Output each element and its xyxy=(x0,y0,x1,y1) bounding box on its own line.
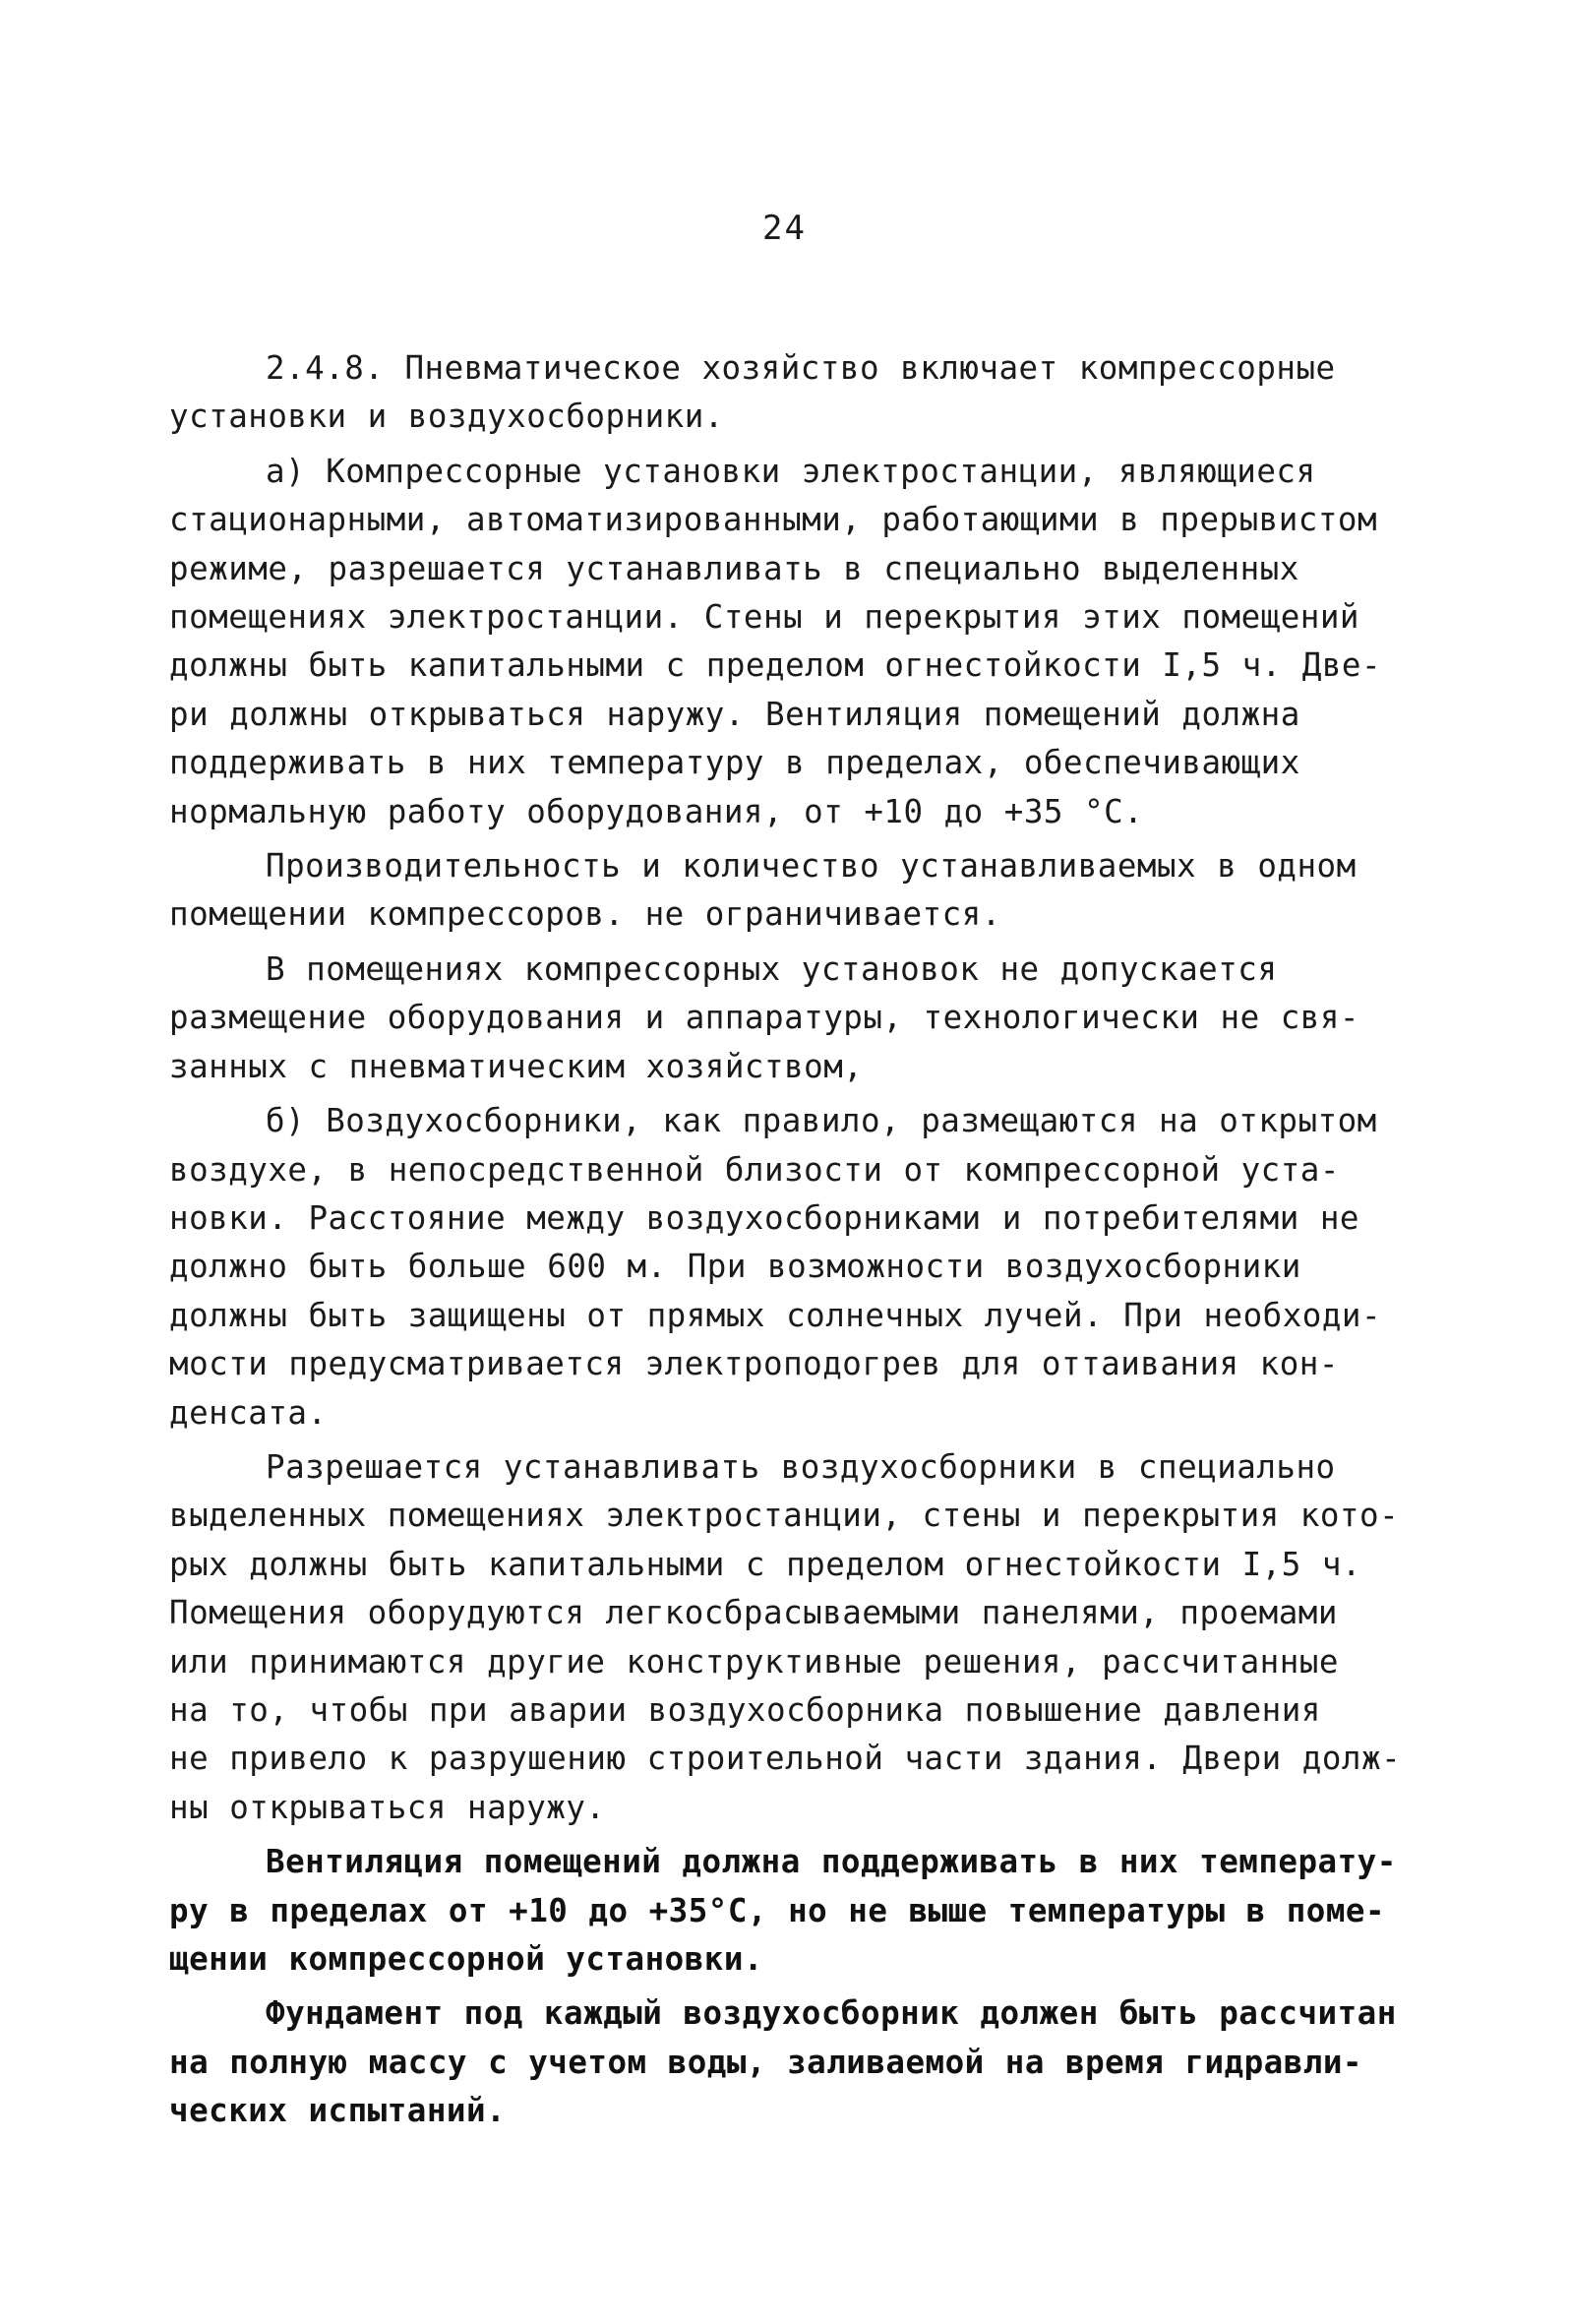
paragraph-p1 xyxy=(169,344,1438,442)
text-line: занных с пневматическим хозяйством, xyxy=(169,1047,864,1085)
text-line: 2.4.8. Пневматическое хозяйство включает компрессорные xyxy=(266,349,1336,387)
text-line: на то, чтобы при аварии воздухосборника повышение давления xyxy=(169,1690,1321,1729)
text-line: ны открываться наружу. xyxy=(169,1788,606,1826)
paragraph-p2 xyxy=(169,448,1438,836)
body-text xyxy=(169,344,1438,2136)
text-line: б) Воздухосборники, как правило, размещаются на открытом xyxy=(266,1102,1377,1140)
text-line: воздухе, в непосредственной близости от компрессорной уста- xyxy=(169,1150,1340,1189)
text-line: размещение оборудования и аппаратуры, технологически не свя- xyxy=(169,999,1359,1037)
paragraph-p3 xyxy=(169,842,1438,940)
text-line: ру в пределах от +10 до +35°С, но не выше температуры в поме- xyxy=(169,1891,1386,1929)
paragraph-p8 xyxy=(169,1989,1438,2135)
paragraph-p7 xyxy=(169,1838,1438,1984)
text-line: не привело к разрушению строительной части здания. Двери долж- xyxy=(169,1740,1402,1778)
text-line: режиме, разрешается устанавливать в специально выделенных xyxy=(169,549,1299,587)
text-line: рых должны быть капитальными с пределом огнестойкости I,5 ч. xyxy=(169,1545,1361,1583)
text-line: должны быть защищены от прямых солнечных лучей. При необходи- xyxy=(169,1296,1382,1334)
paragraph-p5 xyxy=(169,1097,1438,1437)
text-line: или принимаются другие конструктивные решения, рассчитанные xyxy=(169,1642,1339,1681)
text-line: должны быть капитальными с пределом огнестойкости I,5 ч. Две- xyxy=(169,646,1382,685)
text-line: установки и воздухосборники. xyxy=(169,398,724,436)
text-line: мости предусматривается электроподогрев для оттаивания кон- xyxy=(169,1345,1339,1383)
text-line: щении компрессорной установки. xyxy=(169,1940,763,1978)
paragraph-p6 xyxy=(169,1443,1438,1832)
text-line: поддерживать в них температуру в пределах, обеспечивающих xyxy=(169,744,1300,782)
text-line: Помещения оборудуются легкосбрасываемыми панелями, проемами xyxy=(169,1594,1338,1632)
paragraph-p4 xyxy=(169,946,1438,1091)
text-line: денсата. xyxy=(169,1393,328,1432)
text-line: Производительность и количество устанавливаемых в одном xyxy=(266,847,1357,886)
text-line: нормальную работу оборудования, от +10 до +35 °С. xyxy=(169,792,1144,830)
text-line: выделенных помещениях электростанции, стены и перекрытия кото- xyxy=(169,1497,1400,1535)
text-line: а) Компрессорные установки электростанции, являющиеся xyxy=(266,452,1316,490)
text-line: Разрешается устанавливать воздухосборники в специально xyxy=(266,1447,1336,1486)
text-line: ри должны открываться наружу. Вентиляция помещений должна xyxy=(169,695,1300,733)
text-line: стационарными, автоматизированными, работающими в прерывистом xyxy=(169,501,1378,539)
text-line: должно быть больше 600 м. При возможности воздухосборники xyxy=(169,1248,1301,1286)
text-line: В помещениях компрессорных установок не допускается xyxy=(266,949,1278,988)
text-line: на полную массу с учетом воды, заливаемой на время гидравли- xyxy=(169,2043,1362,2081)
text-line: Фундамент под каждый воздухосборник должен быть рассчитан xyxy=(266,1994,1397,2033)
text-line: Вентиляция помещений должна поддерживать в них температу- xyxy=(266,1843,1397,1881)
text-line: ческих испытаний. xyxy=(169,2092,507,2130)
text-line: новки. Расстояние между воздухосборниками и потребителями не xyxy=(169,1198,1359,1237)
page-number: 24 xyxy=(762,209,807,248)
text-line: помещениях электростанции. Стены и перекрытия этих помещений xyxy=(169,598,1359,637)
text-line: помещении компрессоров. не ограничивается. xyxy=(169,895,1001,934)
